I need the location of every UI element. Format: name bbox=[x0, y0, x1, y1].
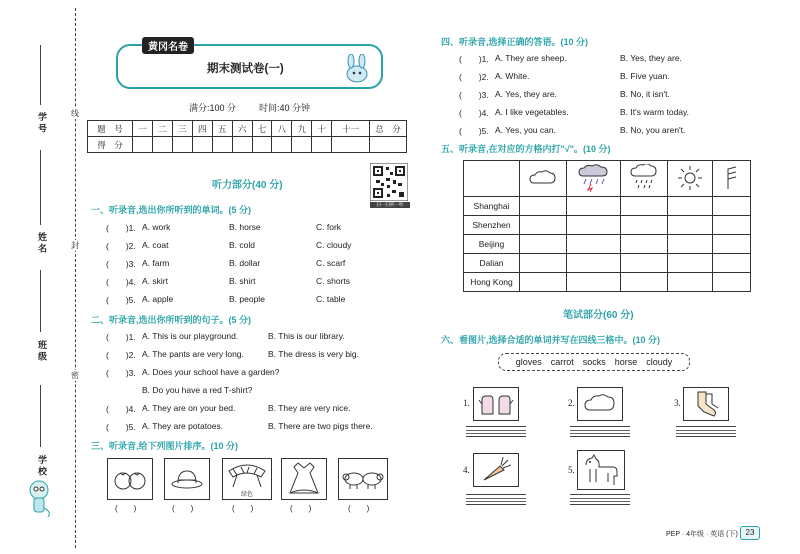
dress-icon bbox=[282, 459, 326, 499]
score-cell[interactable] bbox=[133, 137, 153, 153]
score-row-label: 得 分 bbox=[88, 137, 133, 153]
s6-number: 3. bbox=[674, 398, 681, 408]
city-label: Shanghai bbox=[464, 197, 520, 216]
score-header: 九 bbox=[292, 121, 312, 137]
sun-icon bbox=[676, 164, 704, 192]
score-cell[interactable] bbox=[172, 137, 192, 153]
binder-student-no-line bbox=[40, 45, 41, 105]
tick-cell[interactable] bbox=[712, 235, 750, 254]
tick-cell[interactable] bbox=[668, 197, 712, 216]
score-header: 十一 bbox=[332, 121, 370, 137]
hat-icon bbox=[165, 459, 209, 499]
s6-writing-lines[interactable] bbox=[676, 426, 736, 437]
score-cell[interactable] bbox=[272, 137, 292, 153]
weather-table bbox=[463, 160, 751, 292]
gloves-icon bbox=[474, 388, 518, 420]
weather-corner-cell bbox=[464, 161, 520, 197]
s6-picture-gloves bbox=[473, 387, 519, 421]
tick-cell[interactable] bbox=[668, 273, 712, 292]
binder-seal-label: 密 bbox=[71, 371, 79, 380]
binder-name: 姓 名 bbox=[37, 232, 47, 253]
score-table-row bbox=[88, 137, 407, 153]
writing-part-title: 笔试部分(60 分) bbox=[563, 310, 634, 321]
s6-number: 5. bbox=[568, 465, 575, 475]
score-header: 七 bbox=[252, 121, 272, 137]
tick-cell[interactable] bbox=[620, 216, 667, 235]
s6-picture-cloudy bbox=[577, 387, 623, 421]
brand-logo: 黄冈名卷 bbox=[142, 37, 194, 54]
binder-dashed-line bbox=[75, 8, 76, 548]
s6-picture-carrot bbox=[473, 453, 519, 487]
word-bank: gloves carrot socks horse cloudy bbox=[498, 353, 690, 371]
sheep-icon bbox=[339, 459, 387, 499]
score-cell[interactable] bbox=[312, 137, 332, 153]
city-label: Hong Kong bbox=[464, 273, 520, 292]
score-cell[interactable] bbox=[252, 137, 272, 153]
page-number: 23 bbox=[740, 526, 760, 540]
score-header: 三 bbox=[172, 121, 192, 137]
city-label: Dalian bbox=[464, 254, 520, 273]
s6-writing-lines[interactable] bbox=[570, 426, 630, 437]
tick-cell[interactable] bbox=[620, 273, 667, 292]
binder-school-line bbox=[40, 385, 41, 447]
tick-cell[interactable] bbox=[567, 197, 621, 216]
s3-picture-dress bbox=[281, 458, 327, 500]
tick-cell[interactable] bbox=[520, 273, 567, 292]
tick-cell[interactable] bbox=[620, 254, 667, 273]
tick-cell[interactable] bbox=[712, 216, 750, 235]
s3-answer-blank[interactable]: ( ) bbox=[115, 504, 137, 513]
binder-class-line bbox=[40, 270, 41, 332]
scarf-caption: 绿色 bbox=[240, 492, 253, 498]
binder-fold-label: 封 bbox=[71, 241, 79, 250]
qr-code-icon bbox=[370, 163, 408, 203]
binder-student-no: 学 号 bbox=[37, 112, 47, 133]
score-cell[interactable] bbox=[292, 137, 312, 153]
cloudy-icon bbox=[528, 168, 558, 188]
city-label: Shenzhen bbox=[464, 216, 520, 235]
score-header: 题 号 bbox=[88, 121, 133, 137]
s3-answer-blank[interactable]: ( ) bbox=[290, 504, 312, 513]
section-4-title: 四、听录音,选择正确的答语。(10 分) bbox=[441, 37, 589, 47]
binder-line-label: 线 bbox=[71, 109, 79, 118]
horse-icon bbox=[578, 451, 624, 489]
listening-part-title: 听力部分(40 分) bbox=[212, 180, 283, 191]
s6-writing-lines[interactable] bbox=[466, 426, 526, 437]
score-header: 十 bbox=[312, 121, 332, 137]
city-label: Beijing bbox=[464, 235, 520, 254]
page-title: 期末测试卷(一) bbox=[207, 63, 284, 75]
tick-cell[interactable] bbox=[668, 216, 712, 235]
weather-header-windy bbox=[712, 161, 750, 197]
section-5-title: 五、听录音,在对应的方格内打"√"。(10 分) bbox=[441, 144, 611, 154]
score-cell[interactable] bbox=[152, 137, 172, 153]
tick-cell[interactable] bbox=[520, 235, 567, 254]
s6-picture-horse bbox=[577, 450, 625, 490]
qr-caption: 扫一扫听一听 bbox=[370, 202, 410, 208]
tick-cell[interactable] bbox=[567, 216, 621, 235]
weather-header-stormy bbox=[567, 161, 621, 197]
tick-cell[interactable] bbox=[567, 235, 621, 254]
storm-icon bbox=[577, 164, 611, 192]
tomatoes-icon bbox=[108, 459, 152, 499]
cloudy-icon bbox=[578, 388, 622, 420]
exam-time: 时间:40 分钟 bbox=[259, 103, 311, 113]
score-header: 八 bbox=[272, 121, 292, 137]
s6-picture-socks bbox=[683, 387, 729, 421]
s3-picture-hat bbox=[164, 458, 210, 500]
score-cell[interactable] bbox=[192, 137, 212, 153]
section-2-title: 二、听录音,选出你所听到的句子。(5 分) bbox=[91, 315, 252, 325]
section-3-title: 三、听录音,给下列图片排序。(10 分) bbox=[91, 441, 239, 451]
wind-icon bbox=[719, 165, 743, 191]
tick-cell[interactable] bbox=[668, 254, 712, 273]
tick-cell[interactable] bbox=[712, 273, 750, 292]
score-header: 六 bbox=[232, 121, 252, 137]
score-cell[interactable] bbox=[232, 137, 252, 153]
s6-number: 1. bbox=[463, 398, 470, 408]
score-table bbox=[87, 120, 407, 153]
weather-header-rainy bbox=[620, 161, 667, 197]
score-header: 五 bbox=[212, 121, 232, 137]
s3-answer-blank[interactable]: ( ) bbox=[348, 504, 370, 513]
rabbit-icon bbox=[340, 54, 374, 86]
tick-cell[interactable] bbox=[567, 273, 621, 292]
s3-picture-tomatoes bbox=[107, 458, 153, 500]
tick-cell[interactable] bbox=[520, 197, 567, 216]
carrot-icon bbox=[474, 454, 518, 486]
socks-icon bbox=[684, 388, 728, 420]
score-table-header-row bbox=[88, 121, 407, 137]
mascot-icon bbox=[24, 478, 54, 520]
weather-header-cloudy bbox=[520, 161, 567, 197]
s6-writing-lines[interactable] bbox=[466, 494, 526, 505]
section-1-title: 一、听录音,选出你所听到的单词。(5 分) bbox=[91, 205, 252, 215]
binder-school: 学 校 bbox=[37, 455, 47, 476]
score-cell[interactable] bbox=[212, 137, 232, 153]
s6-number: 4. bbox=[463, 465, 470, 475]
score-cell[interactable] bbox=[370, 137, 407, 153]
score-header: 一 bbox=[133, 121, 153, 137]
binder-name-line bbox=[40, 150, 41, 225]
tick-cell[interactable] bbox=[668, 235, 712, 254]
weather-header-sunny bbox=[668, 161, 712, 197]
full-score: 满分:100 分 bbox=[189, 103, 237, 113]
tick-cell[interactable] bbox=[712, 197, 750, 216]
s3-picture-sheep bbox=[338, 458, 388, 500]
tick-cell[interactable] bbox=[712, 254, 750, 273]
score-header: 四 bbox=[192, 121, 212, 137]
s3-picture-scarf bbox=[222, 458, 272, 500]
tick-cell[interactable] bbox=[520, 254, 567, 273]
score-header: 总 分 bbox=[370, 121, 407, 137]
section-6-title: 六、看图片,选择合适的单词并写在四线三格中。(10 分) bbox=[441, 335, 661, 345]
tick-cell[interactable] bbox=[620, 235, 667, 254]
tick-cell[interactable] bbox=[620, 197, 667, 216]
scarf-icon bbox=[223, 459, 271, 489]
tick-cell[interactable] bbox=[567, 254, 621, 273]
score-cell[interactable] bbox=[332, 137, 370, 153]
binder-class: 班 级 bbox=[37, 340, 47, 361]
tick-cell[interactable] bbox=[520, 216, 567, 235]
s3-answer-blank[interactable]: ( ) bbox=[232, 504, 254, 513]
rain-icon bbox=[629, 164, 659, 192]
s6-number: 2. bbox=[568, 398, 575, 408]
s6-writing-lines[interactable] bbox=[570, 494, 630, 505]
s3-answer-blank[interactable]: ( ) bbox=[172, 504, 194, 513]
score-header: 二 bbox=[152, 121, 172, 137]
footer-text: PEP · 4年级 · 英语 (下) bbox=[666, 531, 738, 538]
